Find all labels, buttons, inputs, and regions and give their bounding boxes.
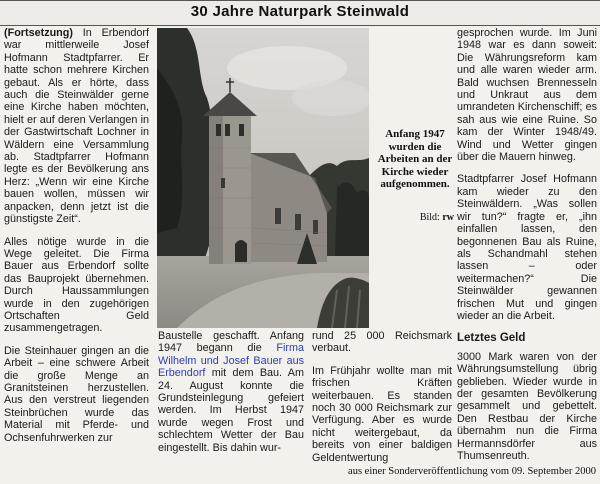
- paragraph-text: mit dem Bau. Am 24. August konnte die Grundsteinlegung gefeiert werden. Im Herbst 1947 wurde wegen Frost und schlechtem Wetter der Bau eingestellt. Bis dahin wur-: [158, 367, 304, 454]
- firm-link[interactable]: Firma Wilhelm und Josef Bauer aus Erbendorf: [158, 342, 304, 380]
- paragraph: Stadtpfarrer Josef Hofmann kam wieder zu den Steinwäldern. „Was sollen wir tun?“ fragte er, „ihn einfallen lassen, den begonnenen Bau als Ruine, als Schandmahl stehen lassen – oder weitermachen?“ Die Steinwälder gewannen frischen Mut und gingen wieder an die Arbeit.: [457, 173, 597, 322]
- paragraph-text: In Erbendorf war mittlerweile Josef Hofmann Stadtpfarrer. Er hatte schon mehrere Kirchen gebaut. Als er hörte, dass auch die Steinwälder gerne eine Kirche haben möchten, hielt er auf deren Verlangen in der Gastwirtschaft Lochner in Wäldern eine Versammlung ab. Stadtpfarrer Hofmann legte es der Bevölkerung ans Herz: „Wenn wir eine Kirche bauen wollen, müssen wir anpacken, denn jetzt ist die günstigste Zeit“.: [4, 27, 150, 226]
- credit-name: rw: [442, 212, 454, 223]
- credit-label: Bild:: [419, 212, 440, 223]
- article-column-1: [4, 27, 149, 454]
- source-footer: aus einer Sonderveröffentlichung vom 09. September 2000: [348, 466, 596, 477]
- paragraph: Im Frühjahr wollte man mit frischen Kräften weiterbauen. Es standen noch 30 000 Reichsmark zur Verfügung. Aber es wurde nicht weitergebaut, da bereits von einer baldigen Geldentwertung: [312, 364, 452, 464]
- paragraph: [4, 27, 149, 226]
- paragraph: Die Steinhauer gingen an die Arbeit – eine schwere Arbeit die große Menge an Granitsteinen herzustellen. Aus den verstreut liegenden Steinbrüchen wurde das Material mit Pferde- und Ochsenfuhrwerken zur: [4, 344, 149, 444]
- masthead-title: 30 Jahre Naturpark Steinwald: [190, 3, 410, 20]
- continuation-lead: (Fortsetzung): [4, 27, 73, 39]
- paragraph: rund 25 000 Reichsmark verbaut.: [312, 330, 452, 355]
- article-column-2: [158, 330, 304, 464]
- paragraph: 3000 Mark waren von der Währungsumstellung übrig geblieben. Wieder wurde in der gesamten Bevölkerung gesammelt und gebettelt. Den Restbau der Kirche übernahm nun die Firma Hermannsdörfer aus Thumsenreuth.: [457, 350, 597, 462]
- paragraph: [158, 330, 304, 454]
- article-column-4: [457, 27, 597, 472]
- paragraph: Alles nötige wurde in die Wege geleitet. Die Firma Bauer aus Erbendorf sollte das Bauprojekt übernehmen. Durch Haussammlungen wurde in den zugehörigen Ortschaften Geld zusammengetragen.: [4, 235, 149, 335]
- section-subhead: Letztes Geld: [457, 332, 526, 345]
- church-photo-image: [157, 28, 369, 328]
- paragraph-text: Baustelle geschafft. Anfang 1947 begann die: [158, 330, 304, 355]
- article-column-3: [312, 330, 452, 474]
- church-photo: [157, 28, 369, 328]
- photo-credit: [376, 212, 454, 223]
- paragraph: gesprochen wurde. Im Juni 1948 war es dann soweit: Die Währungsreform kam und alle waren wieder arm. Bald wuchsen Brennesseln und Unkraut aus dem umrandeten Kirchenschiff; es sah aus wie eine Ruine. So kam der Winter 1948/49. Wind und Wetter gingen über die Mauern hinweg.: [457, 27, 597, 164]
- photo-caption: Anfang 1947 wurden die Arbeiten an der Kirche wieder aufgenommen.: [377, 128, 453, 190]
